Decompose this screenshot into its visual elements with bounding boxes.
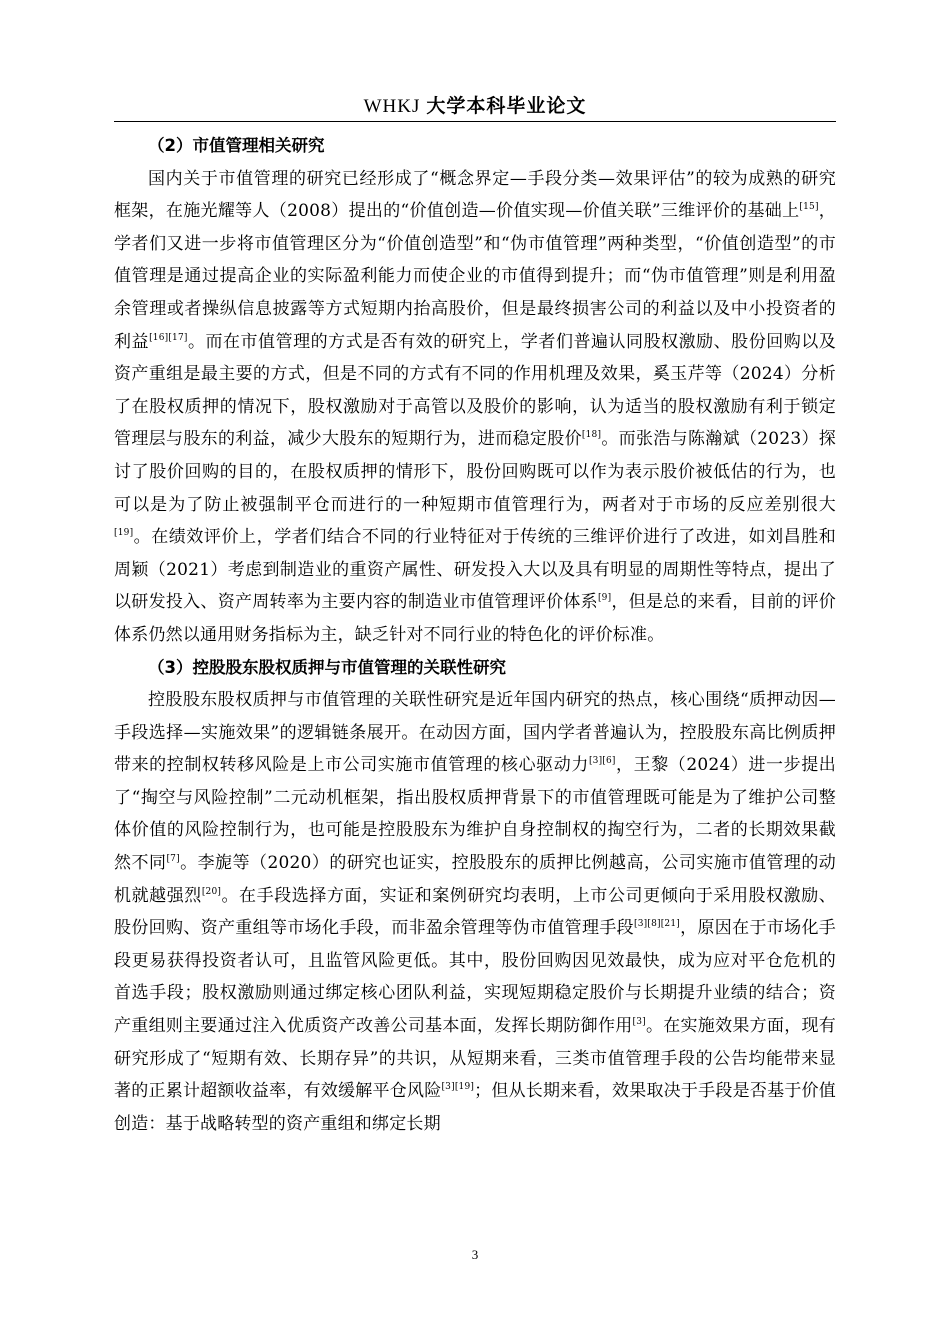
text-run: 控股股东股权质押与市值管理的关联性研究是近年国内研究的热点，核心围绕“质押动因—手段选择—实施效果”的逻辑链条展开。在动因方面，国内学者普遍认为，控股股东高比例质押带来的控制权转移风险是上市公司实施市值管理的核心驱动力: [114, 690, 836, 776]
citation: [9]: [597, 593, 612, 604]
text-run: ，学者们又进一步将市值管理区分为“价值创造型”和“伪市值管理”两种类型，“价值创造型”的市值管理是通过提高企业的实际盈利能力而使企业的市值得到提升；而“伪市值管理”则是利用盈余管理或者操纵信息披露等方式短期内抬高股价，但是最终损害公司的利益以及中小投资者的利益: [114, 201, 836, 352]
text-run: ，原因在于市场化手段更易获得投资者认可，且监管风险更低。其中，股份回购因见效最快，成为应对平仓危机的首选手段；股权激励则通过绑定核心团队利益，实现短期稳定股价与长期提升业绩的结合；资产重组则主要通过注入优质资产改善公司基本面，发挥长期防御作用: [114, 918, 837, 1037]
section-heading-market-value-research: （2）市值管理相关研究: [148, 136, 325, 155]
document-body: [114, 130, 836, 1140]
citation: [16][17]: [149, 332, 188, 343]
page-number: 3: [471, 1247, 479, 1262]
text-run: 国内关于市值管理的研究已经形成了“概念界定—手段分类—效果评估”的较为成熟的研究框架，在施光耀等人（2008）提出的“价值创造—价值实现—价值关联”三维评价的基础上: [114, 168, 836, 222]
text-run: ，但是总的来看，目前的评价体系仍然以通用财务指标为主，缺乏针对不同行业的特色化的评价标准。: [114, 592, 836, 645]
citation: [20]: [201, 886, 222, 897]
citation: [3][6]: [588, 756, 616, 767]
citation: [3]: [632, 1017, 646, 1028]
citation: [7]: [166, 854, 180, 865]
citation: [19]: [114, 528, 134, 539]
text-run: 。而在市值管理的方式是否有效的研究上，学者们普遍认同股权激励、股份回购以及资产重组是最主要的方式，但是不同的方式有不同的作用机理及效果，奚玉芹等（2024）分析了在股权质押的情况下，股权激励对于高管以及股价的影响，认为适当的股权激励有利于锁定管理层与股东的利益，减少大股东的短期行为，进而稳定股价: [114, 331, 837, 450]
section-heading-pledge-correlation: （3）控股股东股权质押与市值管理的关联性研究: [148, 657, 506, 677]
paragraph-market-value-research: [114, 163, 836, 652]
text-run: ，王黎（2024）进一步提出了“掏空与风险控制”二元动机框架，指出股权质押背景下的市值管理既可能是为了维护公司整体价值的风险控制行为，也可能是控股股东为维护自身控制权的掏空行为，二者的长期效果截然不同: [114, 755, 836, 874]
page-header: [114, 92, 836, 120]
citation: [18]: [581, 430, 602, 441]
text-run: 。而张浩与陈瀚斌（2023）探讨了股价回购的目的，在股权质押的情形下，股份回购既可以作为表示股价被低估的行为，也可以是为了防止被强制平仓而进行的一种短期市值管理行为，两者对于市场的反应差别很大: [114, 429, 837, 515]
header-title: 大学本科毕业论文: [426, 95, 587, 117]
text-run: 。李旎等（2020）的研究也证实，控股股东的质押比例越高，公司实施市值管理的动机就越强烈: [114, 853, 836, 906]
header-divider: [114, 121, 836, 122]
text-run: 。在手段选择方面，实证和案例研究均表明，上市公司更倾向于采用股权激励、股份回购、资产重组等市场化手段，而非盈余管理等伪市值管理手段: [114, 885, 837, 939]
paragraph-pledge-correlation: [114, 684, 836, 1140]
text-run: 。在绩效评价上，学者们结合不同的行业特征对于传统的三维评价进行了改进，如刘昌胜和周颖（2021）考虑到制造业的重资产属性、研发投入大以及具有明显的周期性等特点，提出了以研发投入、资产周转率为主要内容的制造业市值管理评价体系: [114, 527, 836, 613]
text-run: ；但从长期来看，效果取决于手段是否基于价值创造：基于战略转型的资产重组和绑定长期: [114, 1081, 836, 1134]
citation: [3][19]: [441, 1082, 475, 1093]
citation: [15]: [799, 202, 819, 213]
citation: [3][8][21]: [634, 919, 680, 930]
header-school-code: WHKJ: [363, 96, 421, 117]
text-run: 。在实施效果方面，现有研究形成了“短期有效、长期存异”的共识，从短期来看，三类市值管理手段的公告均能带来显著的正累计超额收益率，有效缓解平仓风险: [114, 1016, 836, 1102]
